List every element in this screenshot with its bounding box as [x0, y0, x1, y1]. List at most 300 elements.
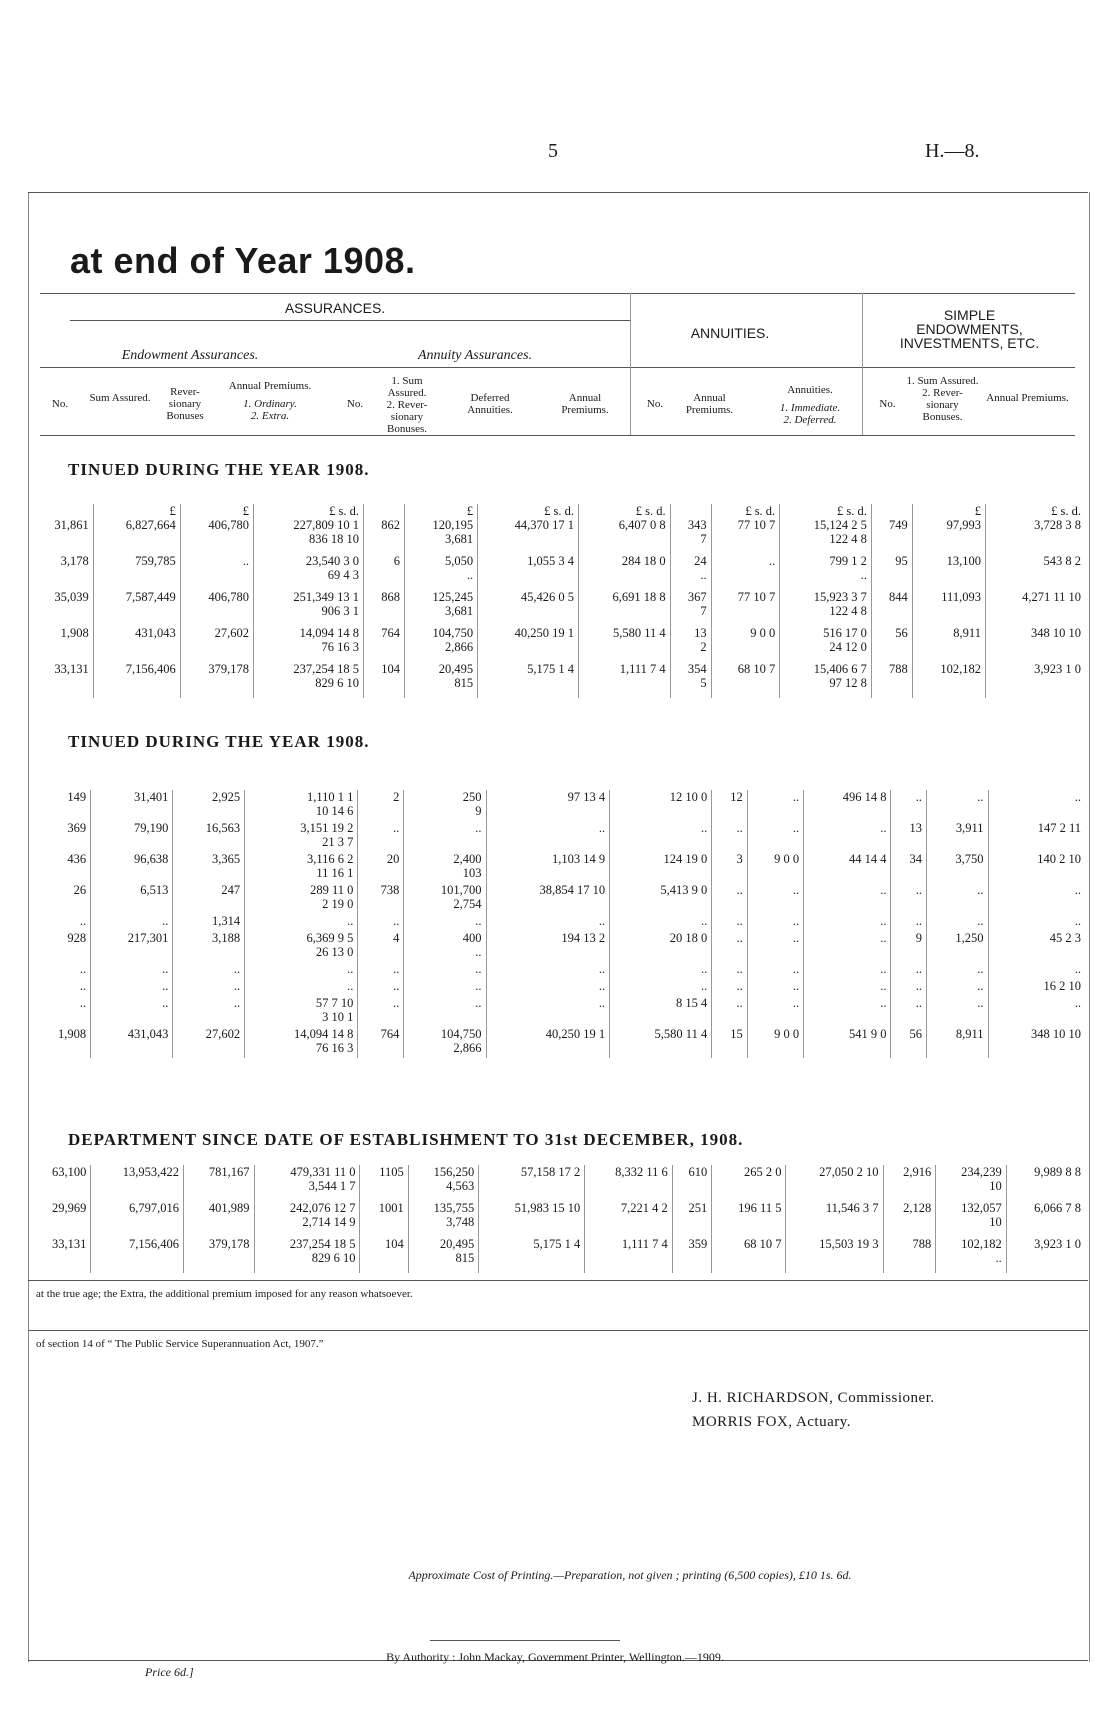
cell-line: 11 16 1: [316, 866, 354, 880]
table-cell: [672, 1237, 711, 1273]
table-cell: [912, 662, 985, 698]
cell-line: ..: [1074, 996, 1081, 1010]
cell-line: 2,754: [453, 897, 482, 911]
page-title: at end of Year 1908.: [70, 240, 416, 281]
table-cell: [404, 590, 477, 626]
cell-line: 6,691 18 8: [612, 590, 666, 604]
cell-line: 251: [688, 1201, 708, 1215]
table-cell: [804, 962, 891, 979]
cell-line: 44 14 4: [848, 852, 887, 866]
col-no-4: No.: [879, 398, 896, 410]
cell-line: 348 10 10: [1031, 1027, 1081, 1041]
table-cell: [253, 554, 363, 590]
table-cell: [173, 931, 245, 962]
unit: £: [404, 504, 477, 518]
table-cell: [404, 979, 486, 996]
cell-line: 1,111 7 4: [619, 662, 666, 676]
table-cell: [804, 883, 891, 914]
cell-line: 3,151 19 2: [300, 821, 354, 835]
table-row: [30, 1237, 1085, 1273]
cell-line: ..: [475, 945, 482, 959]
table-cell: [988, 1027, 1085, 1058]
table-cell: [927, 790, 988, 821]
cell-line: 541 9 0: [848, 1027, 887, 1041]
table-cell: [253, 590, 363, 626]
cell-line: ..: [700, 962, 708, 976]
table-cell: [486, 821, 610, 852]
cell-line: 101,700: [440, 883, 482, 897]
cell-line: ..: [915, 962, 923, 976]
top-rule: [28, 192, 1088, 193]
unit: [670, 504, 711, 518]
table-cell: [30, 962, 91, 979]
table-cell: [912, 590, 985, 626]
table-cell: [585, 1237, 673, 1273]
table-cell: [712, 790, 748, 821]
cell-line: 125,245: [432, 590, 474, 604]
col-annual-premiums: Annual Premiums.: [561, 392, 609, 416]
cell-line: ..: [977, 979, 984, 993]
cell-line: 250: [462, 790, 482, 804]
section3-table: [30, 1165, 1085, 1273]
cell-line: ..: [915, 914, 923, 928]
cell-line: 13,100: [946, 554, 981, 568]
table-cell: [610, 821, 712, 852]
cell-line: 5,175 1 4: [533, 1237, 581, 1251]
cell-line: 406,780: [208, 590, 249, 604]
table-cell: [30, 883, 91, 914]
cell-line: 436: [67, 852, 87, 866]
table-cell: [254, 1201, 360, 1237]
table-cell: [780, 518, 872, 554]
table-cell: [985, 518, 1085, 554]
cell-line: 237,254 18 5: [293, 662, 360, 676]
table-cell: [579, 554, 671, 590]
table-cell: [245, 931, 358, 962]
table-cell: [91, 883, 173, 914]
table-cell: [610, 962, 712, 979]
table-cell: [891, 790, 927, 821]
table-cell: [245, 1027, 358, 1058]
footnote-section-14: of section 14 of “ The Public Service Superannuation Act, 1907.”: [36, 1338, 324, 1350]
table-cell: [927, 1027, 988, 1058]
table-cell: [912, 626, 985, 662]
table-cell: [358, 1027, 404, 1058]
cell-line: ..: [792, 883, 800, 897]
cell-line: 2,866: [445, 640, 474, 654]
table-cell: [30, 1237, 91, 1273]
table-cell: [364, 518, 405, 554]
table-cell: [927, 852, 988, 883]
cell-line: 29,969: [52, 1201, 87, 1215]
cell-line: 788: [889, 662, 908, 676]
table-cell: [91, 852, 173, 883]
cell-line: ..: [393, 979, 400, 993]
section2-table: [30, 790, 1085, 1058]
table-cell: [988, 883, 1085, 914]
table-cell: [891, 931, 927, 962]
cell-line: 38,854 17 10: [539, 883, 606, 897]
cell-line: ..: [860, 568, 867, 582]
cell-line: ..: [347, 914, 354, 928]
table-cell: [358, 931, 404, 962]
table-cell: [254, 1237, 360, 1273]
cell-line: 147 2 11: [1037, 821, 1081, 835]
cell-line: 1,314: [212, 914, 241, 928]
cell-line: ..: [233, 996, 241, 1010]
table-cell: [670, 590, 711, 626]
table-cell: [404, 518, 477, 554]
group-simple-endowments: [862, 308, 1077, 350]
table-cell: [358, 996, 404, 1027]
cell-line: 7: [700, 604, 707, 618]
unit: £ s. d.: [478, 504, 579, 518]
cell-line: 406,780: [208, 518, 249, 532]
cell-line: 8 15 4: [675, 996, 708, 1010]
cell-line: 11,546 3 7: [825, 1201, 879, 1215]
table-cell: [91, 1237, 184, 1273]
cell-line: 749: [889, 518, 908, 532]
table-cell: [408, 1201, 478, 1237]
table-cell: [173, 996, 245, 1027]
cell-line: 124 19 0: [663, 852, 708, 866]
cell-line: 56: [909, 1027, 923, 1041]
cell-line: ..: [915, 979, 923, 993]
cell-line: 15: [730, 1027, 743, 1041]
cell-line: 359: [688, 1237, 708, 1251]
cell-line: 3,923 1 0: [1034, 1237, 1081, 1251]
table-cell: [672, 1165, 711, 1201]
cell-line: 97 12 8: [829, 676, 867, 690]
cell-line: 1,111 7 4: [621, 1237, 668, 1251]
sum-rev-1b: 1. Sum Assured.: [906, 375, 979, 387]
cell-line: ..: [598, 962, 606, 976]
cell-line: 479,331 11 0: [290, 1165, 356, 1179]
cell-line: 496 14 8: [842, 790, 887, 804]
table-cell: [30, 979, 91, 996]
table-cell: [712, 931, 748, 962]
cell-line: 3: [736, 852, 743, 866]
table-cell: [804, 821, 891, 852]
table-cell: [404, 1027, 486, 1058]
cell-line: 135,755: [433, 1201, 475, 1215]
table-cell: [93, 662, 180, 698]
cell-line: 4,271 11 10: [1022, 590, 1081, 604]
cell-line: ..: [162, 962, 169, 976]
cell-line: 14,094 14 8: [299, 626, 360, 640]
cell-line: 96,638: [133, 852, 169, 866]
cell-line: ..: [736, 883, 743, 897]
cell-line: 400: [462, 931, 482, 945]
cell-line: ..: [995, 1251, 1002, 1265]
table-cell: [1006, 1165, 1085, 1201]
table-cell: [486, 1027, 610, 1058]
cell-line: 40,250 19 1: [514, 626, 575, 640]
cell-line: ..: [79, 979, 87, 993]
cell-line: ..: [736, 996, 743, 1010]
cell-line: 610: [688, 1165, 708, 1179]
cell-line: 3,178: [60, 554, 89, 568]
table-row: [30, 1201, 1085, 1237]
cell-line: 836 18 10: [309, 532, 360, 546]
cell-line: 23,540 3 0: [305, 554, 360, 568]
table-cell: [360, 1201, 408, 1237]
subgroup-annuity: Annuity Assurances.: [417, 348, 533, 363]
annuities-deferred: 2. Deferred.: [783, 414, 837, 426]
cell-line: 76 16 3: [321, 640, 360, 654]
col-sum-rev-2: [905, 375, 980, 423]
cell-line: 8,332 11 6: [615, 1165, 668, 1179]
cell-line: 7,156,406: [125, 662, 176, 676]
cell-line: 1,110 1 1: [306, 790, 354, 804]
table-row: [30, 590, 1085, 626]
cell-line: 1105: [379, 1165, 404, 1179]
cell-line: 242,076 12 7: [289, 1201, 356, 1215]
table-cell: [711, 662, 780, 698]
table-cell: [891, 1027, 927, 1058]
cell-line: 20: [386, 852, 400, 866]
cell-line: 9: [915, 931, 923, 945]
table-cell: [988, 996, 1085, 1027]
table-cell: [358, 790, 404, 821]
table-cell: [91, 821, 173, 852]
table-cell: [479, 1201, 585, 1237]
table-cell: [360, 1165, 408, 1201]
table-cell: [610, 1027, 712, 1058]
cell-line: ..: [233, 962, 241, 976]
table-cell: [404, 852, 486, 883]
table-cell: [173, 962, 245, 979]
cell-line: 9 0 0: [774, 852, 800, 866]
table-row: [30, 914, 1085, 931]
sum-rev-1: 1. Sum Assured.: [387, 375, 427, 399]
table-cell: [358, 821, 404, 852]
table-cell: [786, 1237, 883, 1273]
cell-line: ..: [700, 979, 708, 993]
col-sum-rev: [372, 375, 442, 435]
table-cell: [173, 1027, 245, 1058]
table-row: [30, 626, 1085, 662]
cell-line: 928: [67, 931, 87, 945]
cell-line: ..: [1074, 914, 1081, 928]
cell-line: ..: [466, 568, 474, 582]
unit: £ s. d.: [1051, 504, 1081, 518]
table-cell: [747, 852, 803, 883]
cell-line: 906 3 1: [321, 604, 360, 618]
cell-line: 111,093: [941, 590, 981, 604]
table-cell: [670, 662, 711, 698]
cell-line: 6,369 9 5: [306, 931, 354, 945]
cell-line: ..: [347, 962, 354, 976]
table-cell: [747, 914, 803, 931]
table-cell: [988, 931, 1085, 962]
cell-line: ..: [393, 996, 400, 1010]
col-no-3: No.: [646, 398, 664, 410]
cell-line: 140 2 10: [1037, 852, 1081, 866]
table-cell: [358, 914, 404, 931]
table-cell: [786, 1165, 883, 1201]
signature-actuary: MORRIS FOX, Actuary.: [692, 1414, 852, 1430]
section-heading-1: TINUED DURING THE YEAR 1908.: [68, 460, 370, 479]
footnote-extra-premium: at the true age; the Extra, the additional premium imposed for any reason whatsoever.: [36, 1288, 413, 1300]
table-cell: [610, 914, 712, 931]
cell-line: 1,908: [58, 1027, 87, 1041]
cell-line: ..: [977, 883, 984, 897]
cell-line: ..: [1074, 962, 1081, 976]
table-cell: [253, 662, 363, 698]
cell-line: ..: [792, 979, 800, 993]
simple-line-2: ENDOWMENTS,: [916, 321, 1023, 337]
table-cell: [486, 852, 610, 883]
table-cell: [245, 883, 358, 914]
table-cell: [985, 590, 1085, 626]
table-cell: [358, 979, 404, 996]
table-cell: [891, 852, 927, 883]
cell-line: 6,797,016: [129, 1201, 180, 1215]
table-cell: [486, 996, 610, 1027]
cell-line: 788: [912, 1237, 932, 1251]
cell-line: ..: [700, 821, 708, 835]
cell-line: ..: [79, 914, 87, 928]
cell-line: 764: [381, 626, 400, 640]
cell-line: ..: [736, 914, 743, 928]
table-cell: [404, 962, 486, 979]
page-number: 5: [548, 140, 558, 162]
cell-line: 2,866: [453, 1041, 482, 1055]
table-cell: [404, 996, 486, 1027]
table-cell: [364, 590, 405, 626]
table-cell: [93, 554, 180, 590]
signature-commissioner: J. H. RICHARDSON, Commissioner.: [692, 1390, 935, 1406]
table-cell: [985, 662, 1085, 698]
cell-line: ..: [792, 790, 800, 804]
table-cell: [479, 1237, 585, 1273]
cell-line: 543 8 2: [1043, 554, 1081, 568]
cell-line: ..: [880, 883, 887, 897]
cell-line: 9 0 0: [750, 626, 776, 640]
divider: [630, 293, 631, 435]
notes-rule-2: [28, 1330, 1088, 1331]
cell-line: 5,175 1 4: [527, 662, 575, 676]
cell-line: 45 2 3: [1049, 931, 1081, 945]
cell-line: 13: [694, 626, 707, 640]
table-cell: [184, 1237, 254, 1273]
table-cell: [579, 590, 671, 626]
cell-line: 15,406 6 7: [813, 662, 867, 676]
cell-line: 120,195: [432, 518, 474, 532]
table-cell: [91, 931, 173, 962]
cell-line: ..: [977, 914, 984, 928]
table-cell: [610, 790, 712, 821]
table-cell: [180, 554, 253, 590]
table-cell: [30, 554, 93, 590]
simple-line-1: SIMPLE: [943, 307, 996, 323]
table-cell: [254, 1165, 360, 1201]
table-cell: [364, 662, 405, 698]
table-cell: [30, 590, 93, 626]
cell-line: 217,301: [127, 931, 169, 945]
cell-line: 738: [380, 883, 400, 897]
table-cell: [927, 962, 988, 979]
cell-line: ..: [736, 962, 743, 976]
cell-line: 6: [393, 554, 400, 568]
cell-line: 20,495: [439, 1237, 475, 1251]
cell-line: 5,580 11 4: [654, 1027, 708, 1041]
table-cell: [988, 979, 1085, 996]
cell-line: ..: [700, 914, 708, 928]
table-cell: [927, 931, 988, 962]
table-cell: [91, 962, 173, 979]
price: Price 6d.]: [145, 1665, 194, 1679]
cell-line: 5,413 9 0: [660, 883, 708, 897]
cell-line: 156,250: [433, 1165, 475, 1179]
table-cell: [91, 790, 173, 821]
table-cell: [988, 821, 1085, 852]
cell-line: 77 10 7: [737, 590, 776, 604]
table-cell: [1006, 1201, 1085, 1237]
cell-line: 45,426 0 5: [520, 590, 575, 604]
cell-line: 10 14 6: [315, 804, 354, 818]
cell-line: ..: [475, 821, 482, 835]
cell-line: 284 18 0: [621, 554, 666, 568]
cell-line: 31,401: [133, 790, 169, 804]
table-cell: [927, 914, 988, 931]
table-cell: [404, 662, 477, 698]
table-cell: [486, 914, 610, 931]
col-no: No.: [51, 398, 69, 410]
table-cell: [712, 914, 748, 931]
cell-line: ..: [162, 979, 169, 993]
cell-line: 104: [381, 662, 400, 676]
table-cell: [245, 821, 358, 852]
table-cell: [712, 1237, 786, 1273]
table-cell: [358, 852, 404, 883]
cell-line: 2 19 0: [322, 897, 354, 911]
cell-line: 3,748: [446, 1215, 475, 1229]
cell-line: 7,587,449: [125, 590, 176, 604]
cell-line: 401,989: [208, 1201, 250, 1215]
table-cell: [891, 996, 927, 1027]
cell-line: 104,750: [432, 626, 474, 640]
cell-line: ..: [233, 979, 241, 993]
table-cell: [478, 590, 579, 626]
cell-line: 10: [989, 1215, 1002, 1229]
table-cell: [871, 518, 912, 554]
cell-line: 2: [393, 790, 400, 804]
annuities-label: Annuities.: [787, 384, 833, 396]
table-cell: [780, 662, 872, 698]
cell-line: 354: [687, 662, 707, 676]
cell-line: ..: [880, 931, 887, 945]
table-cell: [711, 518, 780, 554]
table-cell: [404, 821, 486, 852]
cell-line: 12 10 0: [669, 790, 708, 804]
table-cell: [30, 790, 91, 821]
cell-line: ..: [79, 962, 87, 976]
cell-line: 764: [380, 1027, 400, 1041]
section1-body: [30, 518, 1085, 698]
cell-line: 97,993: [946, 518, 981, 532]
cell-line: 6,407 0 8: [618, 518, 666, 532]
table-cell: [408, 1237, 478, 1273]
table-cell: [804, 979, 891, 996]
table-cell: [30, 996, 91, 1027]
cell-line: 15,503 19 3: [819, 1237, 879, 1251]
cell-line: 829 6 10: [315, 676, 360, 690]
cell-line: 104,750: [440, 1027, 482, 1041]
table-cell: [360, 1237, 408, 1273]
cell-line: 57 7 10: [315, 996, 354, 1010]
